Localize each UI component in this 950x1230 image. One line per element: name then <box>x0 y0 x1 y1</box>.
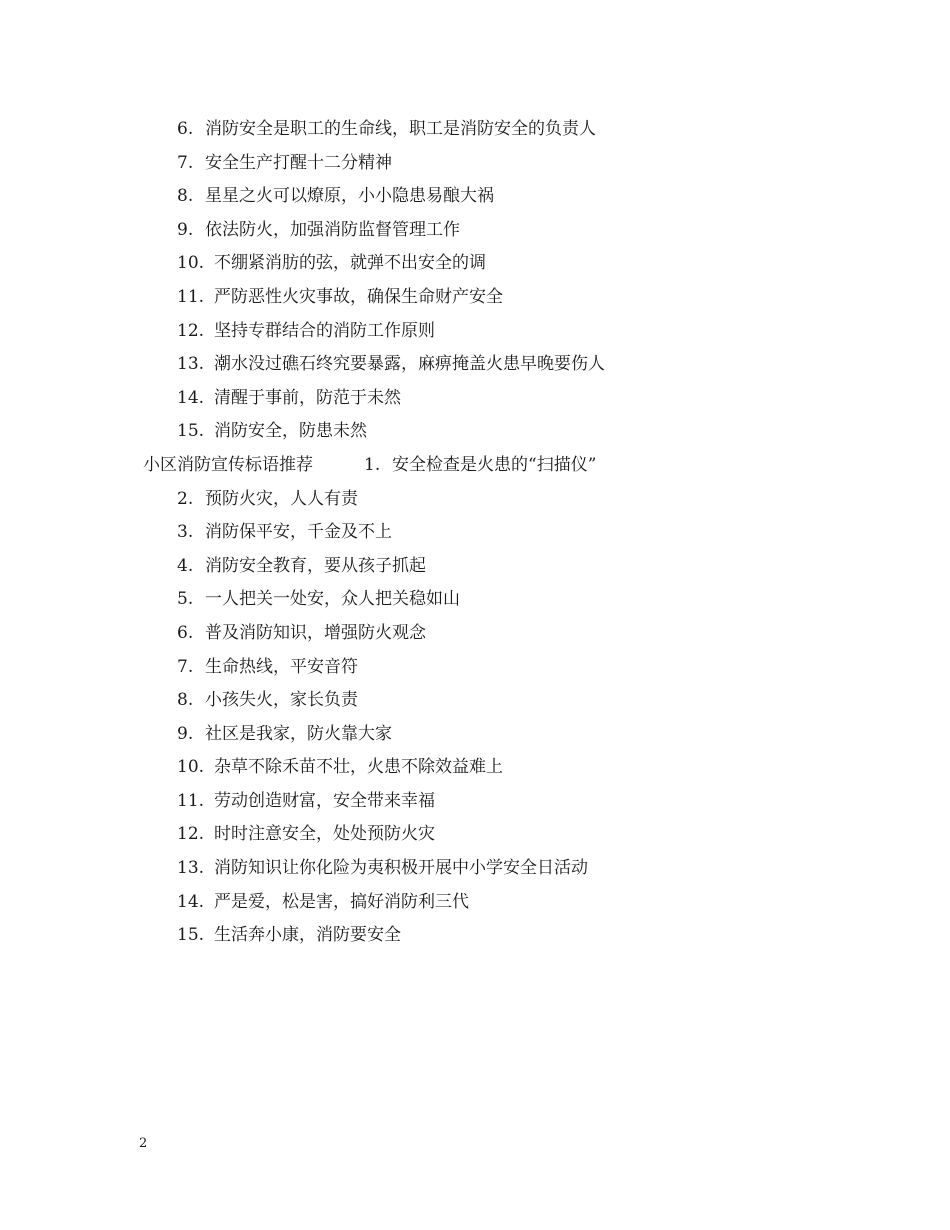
item-number: 12. <box>177 320 205 341</box>
item-number: 13. <box>177 354 205 375</box>
item-number: 12. <box>177 824 205 845</box>
item-number: 8. <box>177 690 194 711</box>
item-text: 依法防火，加强消防监督管理工作 <box>205 219 460 240</box>
list-item <box>0 617 950 651</box>
item-text: 小孩失火，家长负责 <box>205 690 358 711</box>
item-text: 生活奔小康，消防要安全 <box>214 925 401 946</box>
item-number: 4. <box>177 555 194 576</box>
item-text: 安全生产打醒十二分精神 <box>205 152 392 173</box>
item-text: 生命热线，平安音符 <box>205 656 358 677</box>
item-number: 2. <box>177 488 194 509</box>
list-item <box>0 180 950 214</box>
list-item <box>0 886 950 920</box>
item-number: 7. <box>177 656 194 677</box>
item-text: 社区是我家，防火靠大家 <box>205 723 392 744</box>
item-text: 坚持专群结合的消防工作原则 <box>214 320 435 341</box>
item-number: 13. <box>177 858 205 879</box>
item-number: 15. <box>177 421 205 442</box>
item-text: 普及消防知识，增强防火观念 <box>205 622 426 643</box>
item-text: 消防保平安，千金及不上 <box>205 522 392 543</box>
list-item <box>0 919 950 953</box>
item-text: 一人把关一处安，众人把关稳如山 <box>205 589 460 610</box>
item-text: 消防安全，防患未然 <box>214 421 367 442</box>
list-item <box>0 684 950 718</box>
item-text: 消防知识让你化险为夷积极开展中小学安全日活动 <box>214 858 588 879</box>
item-number: 14. <box>177 891 205 912</box>
item-number: 11. <box>177 790 205 811</box>
item-number: 15. <box>177 925 205 946</box>
list-item <box>0 785 950 819</box>
list-item <box>0 415 950 449</box>
item-number: 1. <box>364 454 381 475</box>
list-item <box>0 147 950 181</box>
item-text: 安全检查是火患的“扫描仪” <box>392 454 597 475</box>
item-text: 时时注意安全，处处预防火灾 <box>214 824 435 845</box>
list-item <box>0 113 950 147</box>
item-number: 10. <box>177 757 205 778</box>
item-text: 星星之火可以燎原，小小隐患易酿大祸 <box>205 186 494 207</box>
item-number: 14. <box>177 387 205 408</box>
list-item <box>0 281 950 315</box>
item-text: 预防火灾，人人有责 <box>205 488 358 509</box>
item-text: 不绷紧消肪的弦，就弹不出安全的调 <box>214 253 486 274</box>
item-number: 7. <box>177 152 194 173</box>
list-item <box>0 852 950 886</box>
item-number: 6. <box>177 622 194 643</box>
item-number: 10. <box>177 253 205 274</box>
item-text: 清醒于事前，防范于未然 <box>214 387 401 408</box>
item-text: 严是爱，松是害，搞好消防利三代 <box>214 891 469 912</box>
item-text: 严防恶性火灾事故，确保生命财产安全 <box>214 286 503 307</box>
list-item <box>0 818 950 852</box>
list-item <box>0 382 950 416</box>
list-item <box>0 483 950 517</box>
list-item <box>0 550 950 584</box>
list-item <box>0 651 950 685</box>
item-number: 6. <box>177 119 194 139</box>
item-text: 消防安全是职工的生命线，职工是消防安全的负责人 <box>205 119 596 139</box>
section-heading-line <box>0 449 950 483</box>
page-number: 2 <box>139 1136 148 1151</box>
list-item <box>0 348 950 382</box>
item-text: 潮水没过礁石终究要暴露，麻痹掩盖火患早晚要伤人 <box>214 354 605 375</box>
list-item <box>0 718 950 752</box>
item-text: 劳动创造财富，安全带来幸福 <box>214 790 435 811</box>
list-item <box>0 583 950 617</box>
slogan-list <box>0 113 950 953</box>
list-item <box>0 247 950 281</box>
list-item <box>0 751 950 785</box>
section-heading: 小区消防宣传标语推荐 <box>143 454 313 475</box>
item-number: 11. <box>177 286 205 307</box>
list-item <box>0 516 950 550</box>
list-item <box>0 214 950 248</box>
list-item <box>0 315 950 349</box>
item-number: 8. <box>177 186 194 207</box>
item-number: 9. <box>177 219 194 240</box>
item-number: 9. <box>177 723 194 744</box>
item-number: 5. <box>177 589 194 610</box>
item-text: 杂草不除禾苗不壮，火患不除效益难上 <box>214 757 503 778</box>
item-text: 消防安全教育，要从孩子抓起 <box>205 555 426 576</box>
item-number: 3. <box>177 522 194 543</box>
